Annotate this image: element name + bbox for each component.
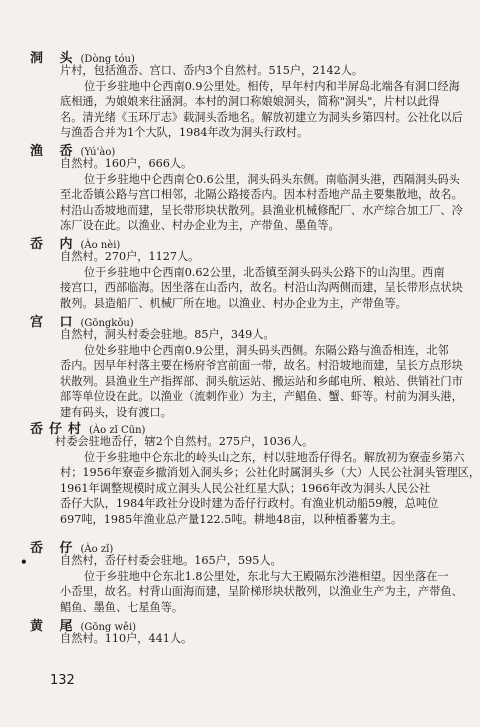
entry-pinyin: (Ào nèi) <box>80 240 121 251</box>
entry-text-line: 自然村。270户，1127人。 <box>60 250 200 263</box>
entry-text-line: 散列。县造船厂、机械厂所在地。以渔业、村办企业为主，产带鱼等。 <box>60 296 407 310</box>
entry-text-line: 小岙里，故名。村背山面海而建，呈阶梯形块状散列，以渔业生产为主，产带鱼、 <box>60 585 463 598</box>
entry-text-line: 与渔岙合并为1个大队，1984年改为洞头行政村。 <box>60 126 309 139</box>
entry-text-line: 至北岙镇公路与宫口相邻，北隔公路接岙内。因本村岙地产品主要集散地，故名。 <box>60 188 463 201</box>
entry-pinyin: (Ào zǐ Cūn) <box>89 425 146 436</box>
entry-text-line: 名。清光绪《玉环厅志》载洞头岙地名。解放初建立为洞头乡第四村。公社化以后 <box>60 110 463 124</box>
entry-title: 岙 内 <box>30 237 79 252</box>
entry-pinyin: (Dòng tóu) <box>80 54 135 65</box>
entry-title: 宫 口 <box>30 315 79 330</box>
entry-pinyin: (Yú'ào) <box>80 147 116 158</box>
entry-text-line: 建有码头，设有渡口。 <box>60 405 172 419</box>
entry-text-line: 位于乡驻地中仑西南0.9公里处。相传，早年村内和半屏岛北端各有洞口经海 <box>84 79 460 93</box>
entry-text-line: 位处乡驻地中仑西南0.9公里，洞头码头西侧。东隔公路与渔岙相连，北邻 <box>84 343 449 357</box>
entry-text-line: 位于乡驻地中仑东北的岭头山之东，村以驻地岙仔得名。解放初为寮壶乡第六 <box>84 450 465 464</box>
page-number: 132 <box>50 673 75 688</box>
entry-pinyin: (Gōng wěi) <box>80 622 137 633</box>
entry-pinyin: (Gōngkǒu) <box>80 318 134 329</box>
entry-text-line: 岙内。因早年村落主要在杨府爷宫前面一带，故名。村沿坡地而建，呈长方点形块 <box>60 359 463 372</box>
entry-title: 渔 岙 <box>30 144 79 159</box>
entry-text-line: 村；1956年寮壶乡撤消划入洞头乡；公社化时属洞头乡（大）人民公社洞头管理区， <box>60 466 480 479</box>
entry-text-line: 1961年调整规模时成立洞头人民公社红星大队；1966年改为洞头人民公社 <box>60 481 431 495</box>
entry-text-line: 697吨，1985年渔业总产量122.5吨。耕地48亩，以种植番薯为主。 <box>60 512 403 526</box>
entry-text-line: 村沿山岙坡地而建，呈长带形块状散列。县渔业机械修配厂、水产综合加工厂、冷 <box>60 203 463 217</box>
entry-text-line: 接宫口，西部临海。因坐落在山岙内，故名。村沿山沟两侧而建，呈长带形点状块 <box>60 281 463 294</box>
entry-text-line: 岙仔大队，1984年政社分设时建为岙仔行政村。有渔业机动船59艘，总吨位 <box>60 497 439 510</box>
entry-title: 洞 头 <box>30 51 79 66</box>
entry-text-line: 自然村。160户，666人。 <box>60 157 193 170</box>
entry-text-line: 冻厂设在此。以渔业、村办企业为主，产带鱼、墨鱼等。 <box>60 219 340 232</box>
entry-title: 黄 尾 <box>30 619 79 634</box>
entry-text-line: 鲳鱼、墨鱼、七星鱼等。 <box>60 600 184 614</box>
entry-pinyin: (Ào zǐ) <box>80 544 114 555</box>
entry-text-line: 自然村，洞头村委会驻地。85户，349人。 <box>60 328 275 341</box>
entry-text-line: 村委会驻地岙仔，辖2个自然村。275户，1036人。 <box>55 435 314 448</box>
entry-text-line: 片村，包括渔岙、宫口、岙内3个自然村。515户，2142人。 <box>60 64 364 77</box>
entry-text-line: 自然村，岙仔村委会驻地。165户，595人。 <box>60 554 282 567</box>
entry-text-line: 自然村。110户，441人。 <box>60 632 193 645</box>
entry-text-line: 部等单位设在此。以渔业（流刺作业）为主，产鲳鱼、蟹、虾等。村前为洞头港， <box>60 390 463 403</box>
entry-title: 岙仔村 <box>30 422 88 437</box>
entry-text-line: 底相通，为娘娘来往涵洞。本村的洞口称娘娘洞头，简称"洞头"，片村以此得 <box>60 95 440 108</box>
margin-bullet: • <box>20 555 28 569</box>
entry-text-line: 位于乡驻地中仑西南仑0.6公里，洞头码头东侧。南临洞头港，西隔洞头码头 <box>84 172 460 186</box>
entry-text-line: 位于乡驻地中仑东北1.8公里处，东北与大王殿隔东沙港相望。因坐落在一 <box>84 569 449 583</box>
entry-text-line: 位于乡驻地中仑西南0.62公里，北岙镇至洞头码头公路下的山沟里。西南 <box>84 265 445 279</box>
entry-text-line: 状散列。县渔业生产指挥部、洞头航运站、搬运站和乡邮电所、粮站、供销社门市 <box>60 374 463 388</box>
entry-title: 岙 仔 <box>30 541 79 556</box>
